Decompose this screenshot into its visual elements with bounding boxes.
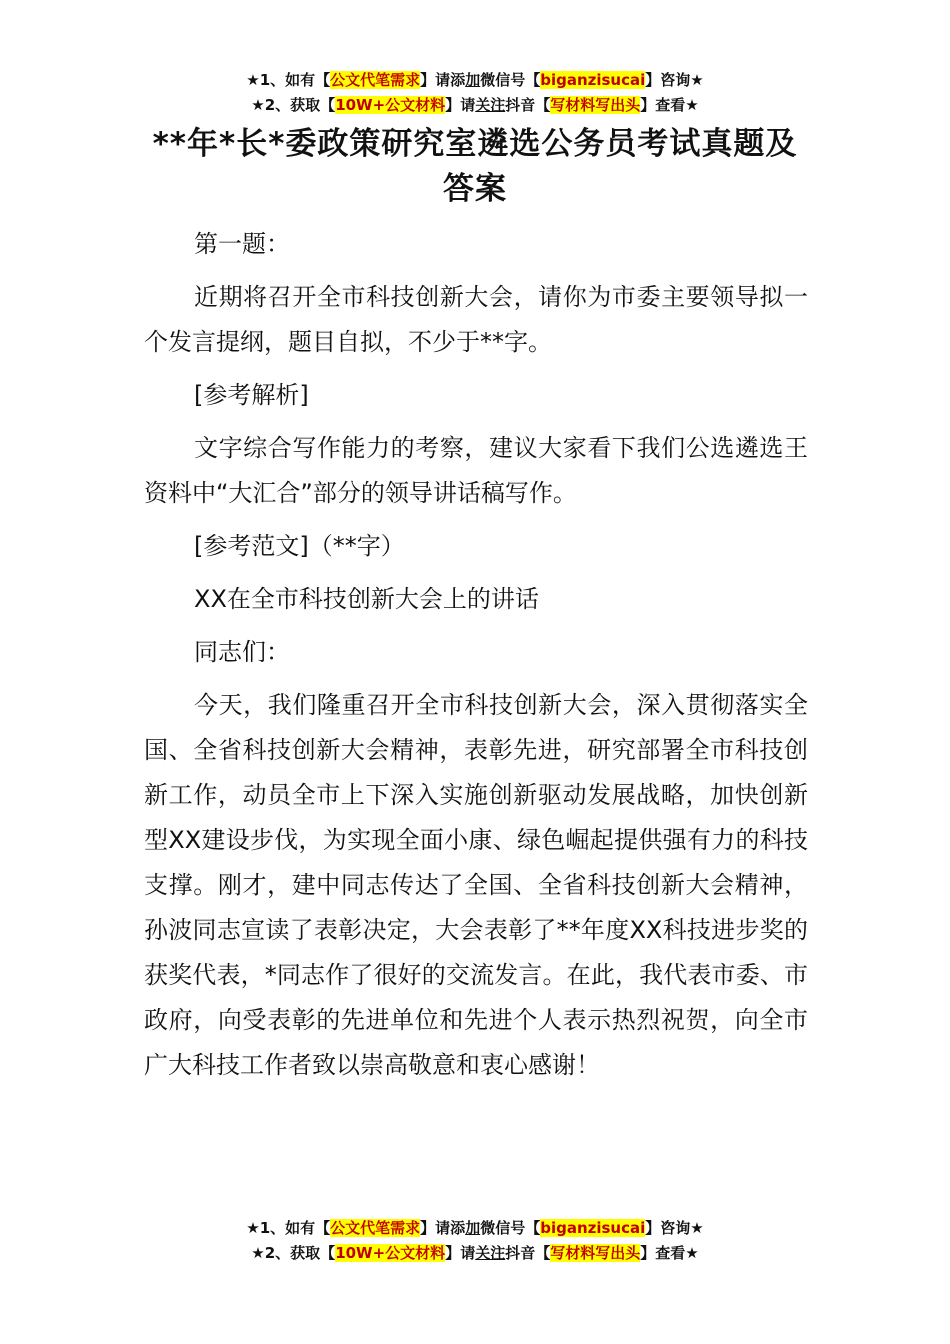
footer-banner <box>0 1216 950 1266</box>
banner-highlight-wechat: biganzisucai <box>540 71 646 89</box>
document-title: **年*长*委政策研究室遴选公务员考试真题及答案 <box>152 126 798 207</box>
banner-text: 】查看★ <box>640 1244 699 1262</box>
paragraph: [参考解析] <box>194 381 309 409</box>
paragraph: 近期将召开全市科技创新大会，请你为市委主要领导拟一个发言提纲，题目自拟，不少于**字。 <box>144 283 808 356</box>
banner-text: 抖音【 <box>505 1244 551 1262</box>
banner-highlight-materials: 10W+公文材料 <box>335 96 446 114</box>
banner-underline: 加 <box>465 71 481 89</box>
banner-underline: 关注 <box>475 1244 506 1262</box>
banner-text: 】咨询★ <box>645 1219 704 1237</box>
banner-line-1 <box>0 1216 950 1241</box>
banner-highlight-service: 公文代笔需求 <box>330 1219 421 1237</box>
banner-text: 】请 <box>445 1244 476 1262</box>
banner-text: ★1、如有【 <box>246 1219 331 1237</box>
paragraph: XX在全市科技创新大会上的讲话 <box>194 585 539 613</box>
banner-underline: 加 <box>465 1219 481 1237</box>
document-body <box>144 222 808 1096</box>
banner-text: 微信号【 <box>480 1219 541 1237</box>
banner-line-2 <box>0 1241 950 1266</box>
header-banner <box>0 68 950 118</box>
paragraph: 第一题： <box>194 230 290 258</box>
banner-underline: 关注 <box>475 96 506 114</box>
banner-text: ★2、获取【 <box>251 1244 336 1262</box>
banner-text: 】请添 <box>420 1219 466 1237</box>
banner-highlight-douyin: 写材料写出头 <box>550 96 641 114</box>
banner-text: 抖音【 <box>505 96 551 114</box>
banner-text: 】查看★ <box>640 96 699 114</box>
banner-line-1 <box>0 68 950 93</box>
banner-line-2 <box>0 93 950 118</box>
banner-highlight-wechat: biganzisucai <box>540 1219 646 1237</box>
banner-text: 微信号【 <box>480 71 541 89</box>
banner-highlight-douyin: 写材料写出头 <box>550 1244 641 1262</box>
paragraph: 文字综合写作能力的考察，建议大家看下我们公选遴选王资料中“大汇合”部分的领导讲话稿写作。 <box>144 434 808 507</box>
banner-text: 】咨询★ <box>645 71 704 89</box>
banner-highlight-materials: 10W+公文材料 <box>335 1244 446 1262</box>
paragraph: [参考范文]（**字） <box>194 532 405 560</box>
banner-highlight-service: 公文代笔需求 <box>330 71 421 89</box>
banner-text: 】请添 <box>420 71 466 89</box>
paragraph: 今天，我们隆重召开全市科技创新大会，深入贯彻落实全国、全省科技创新大会精神，表彰先进，研究部署全市科技创新工作，动员全市上下深入实施创新驱动发展战略，加快创新型XX建设步伐，为实现全面小康、绿色崛起提供强有力的科技支撑。刚才，建中同志传达了全国、全省科技创新大会精神，孙波同志宣读了表彰决定，大会表彰了**年度XX科技进步奖的获奖代表，*同志作了很好的交流发言。在此，我代表市委、市政府，向受表彰的先进单位和先进个人表示热烈祝贺，向全市广大科技工作者致以崇高敬意和衷心感谢！ <box>144 691 808 1079</box>
banner-text: ★1、如有【 <box>246 71 331 89</box>
banner-text: ★2、获取【 <box>251 96 336 114</box>
paragraph: 同志们： <box>194 638 290 666</box>
banner-text: 】请 <box>445 96 476 114</box>
